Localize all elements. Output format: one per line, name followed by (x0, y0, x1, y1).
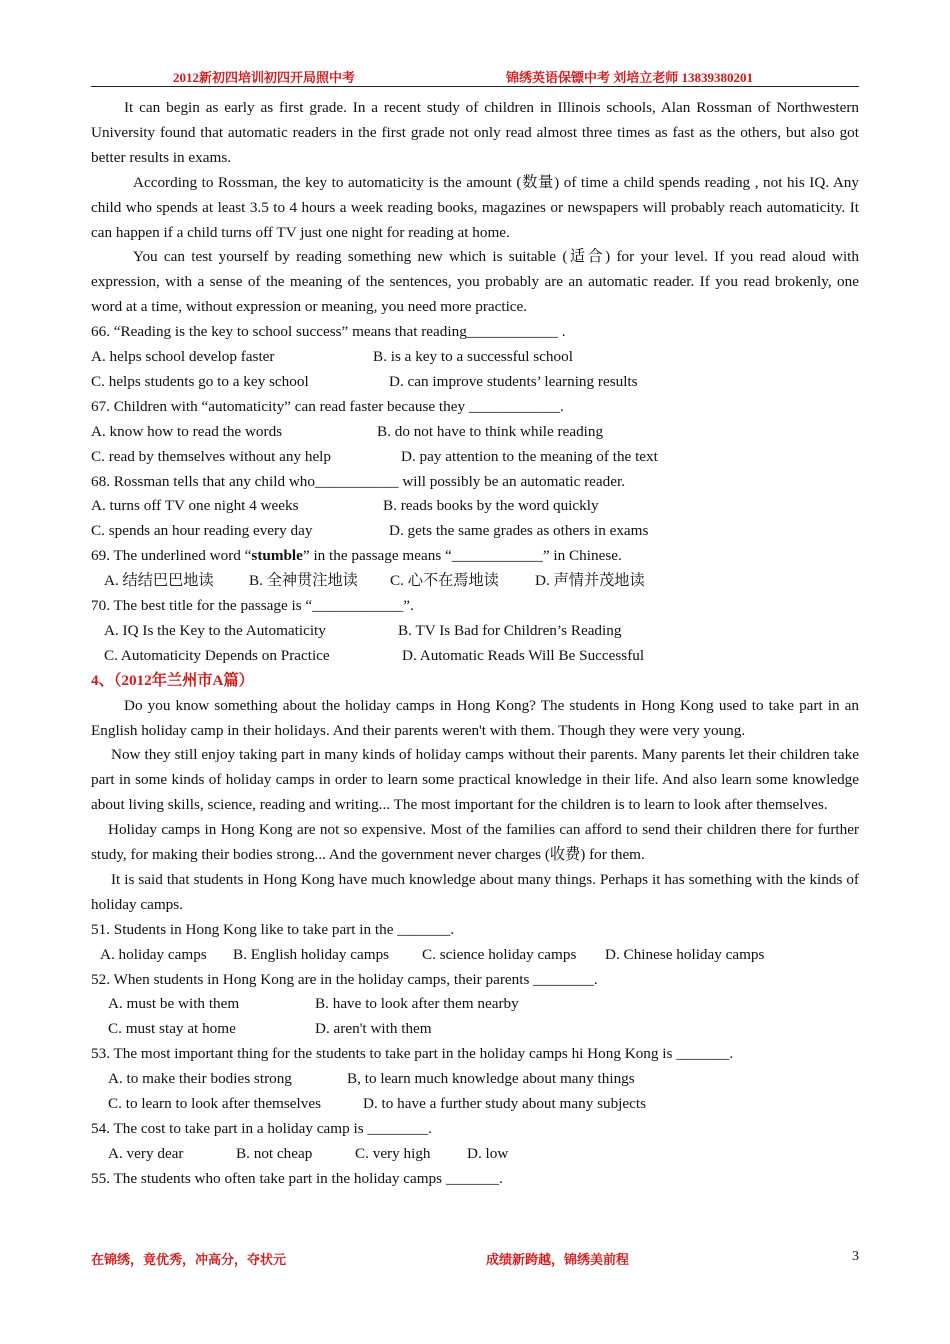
option: A. helps school develop faster (91, 348, 275, 366)
question-stem: 67. Children with “automaticity” can read faster because they ____________. (91, 397, 564, 415)
passage-paragraph: Holiday camps in Hong Kong are not so expensive. Most of the families can afford to send their children there for further study, for making their bodies strong... And the government never charges (收费) for them. (91, 821, 859, 864)
option: C. very high (355, 1144, 431, 1162)
option-row (91, 1017, 859, 1042)
page-number: 3 (852, 1249, 859, 1264)
option: B. 全神贯注地读 (249, 572, 358, 590)
passage-paragraph: It is said that students in Hong Kong have much knowledge about many things. Perhaps it has something with the kinds of holiday camps. (91, 870, 859, 913)
header-left-text: 2012新初四培训初四开局照中考 (173, 70, 356, 85)
question-stem: 55. The students who often take part in the holiday camps _______. (91, 1169, 503, 1187)
option-row (91, 370, 859, 395)
question-stem: 68. Rossman tells that any child who___________ will possibly be an automatic reader. (91, 472, 626, 490)
option: B. reads books by the word quickly (383, 497, 599, 515)
option: A. very dear (108, 1144, 184, 1162)
question-stem: 66. “Reading is the key to school success” means that reading____________ . (91, 323, 566, 341)
option: D. aren't with them (315, 1020, 432, 1038)
question-stem: 52. When students in Hong Kong are in the holiday camps, their parents ________. (91, 970, 598, 988)
option: D. Chinese holiday camps (605, 945, 765, 963)
option-row (91, 569, 859, 594)
option: D. pay attention to the meaning of the text (401, 447, 658, 465)
option-row (91, 943, 859, 968)
option: A. holiday camps (100, 945, 207, 963)
option: C. must stay at home (108, 1020, 236, 1038)
option: A. must be with them (108, 995, 240, 1013)
option: B. have to look after them nearby (315, 995, 519, 1013)
stem-text: ” in the passage means “____________” in Chinese. (302, 547, 622, 565)
option: D. can improve students’ learning results (389, 372, 638, 390)
option: C. spends an hour reading every day (91, 522, 313, 540)
stem-text: 69. The underlined word “ (91, 547, 252, 565)
option: A. know how to read the words (91, 422, 283, 440)
question-stem: 53. The most important thing for the students to take part in the holiday camps hi Hong Kong is _______. (91, 1045, 734, 1063)
option-row (91, 1092, 859, 1117)
option-row (91, 992, 859, 1017)
passage-paragraph: According to Rossman, the key to automaticity is the amount (数量) of time a child spends reading , not his IQ. Any child who spends at least 3.5 to 4 hours a week reading books, magazines or newspapers will probably reach automaticity. It can happen if a child turns off TV just one night for reading at home. (91, 173, 859, 241)
question-stem: 51. Students in Hong Kong like to take part in the _______. (91, 920, 455, 938)
option: C. to learn to look after themselves (108, 1095, 321, 1113)
footer-right-text: 成绩新跨越，锦绣美前程 (486, 1252, 630, 1267)
option: A. 结结巴巴地读 (104, 572, 214, 590)
option: C. Automaticity Depends on Practice (104, 646, 330, 664)
footer-left-text: 在锦绣，竟优秀，冲高分，夺状元 (91, 1252, 287, 1267)
option: C. helps students go to a key school (91, 372, 309, 390)
option: B, to learn much knowledge about many things (347, 1070, 635, 1088)
option: B. English holiday camps (233, 945, 390, 963)
option: A. to make their bodies strong (108, 1070, 292, 1088)
option-row (91, 1067, 859, 1092)
question-stem: 54. The cost to take part in a holiday camp is ________. (91, 1119, 432, 1137)
option: D. Automatic Reads Will Be Successful (402, 646, 645, 664)
question-stem (91, 544, 859, 569)
option: B. TV Is Bad for Children’s Reading (398, 621, 622, 639)
passage-paragraph: You can test yourself by reading something new which is suitable (适合) for your level. If you read aloud with expression, with a sense of the meaning of the sentences, you probably are an automatic reader. If you read brokenly, one word at a time, without expression or meaning, you need more practice. (91, 248, 859, 316)
option: D. 声情并茂地读 (535, 572, 645, 590)
underlined-word: stumble (251, 547, 303, 565)
option-row (91, 420, 859, 445)
option: B. do not have to think while reading (377, 422, 604, 440)
option-row (91, 345, 859, 370)
section-heading: 4、（2012年兰州市A篇） (91, 671, 254, 689)
option: B. is a key to a successful school (373, 348, 573, 366)
header-right-text: 锦绣英语保镖中考 刘培立老师 13839380201 (506, 70, 754, 85)
passage-paragraph: Do you know something about the holiday camps in Hong Kong? The students in Hong Kong used to take part in an English holiday camp in their holidays. And their parents weren't with them. Though they were very young. (91, 696, 859, 739)
option: C. science holiday camps (422, 945, 577, 963)
option: A. turns off TV one night 4 weeks (91, 497, 299, 515)
passage-paragraph: Now they still enjoy taking part in many kinds of holiday camps without their parents. Many parents let their children take part in some kinds of holiday camps in order to learn some practical knowledge in their life. And also learn some knowledge about living skills, science, reading and writing... The most important for the children is to learn to look after themselves. (91, 746, 859, 814)
page-footer (91, 1249, 859, 1267)
option-row (91, 519, 859, 544)
option: C. read by themselves without any help (91, 447, 331, 465)
option: D. low (467, 1144, 509, 1162)
option-row (91, 445, 859, 470)
option: D. gets the same grades as others in exams (389, 522, 649, 540)
document-body (91, 96, 859, 1192)
option: A. IQ Is the Key to the Automaticity (104, 621, 326, 639)
option-row (91, 1142, 859, 1167)
option-row (91, 619, 859, 644)
option: B. not cheap (236, 1144, 313, 1162)
page (91, 66, 859, 1192)
option: D. to have a further study about many subjects (363, 1095, 647, 1113)
option: C. 心不在焉地读 (390, 572, 499, 590)
option-row (91, 494, 859, 519)
page-header (91, 66, 859, 87)
question-stem: 70. The best title for the passage is “____________”. (91, 597, 414, 615)
passage-paragraph: It can begin as early as first grade. In a recent study of children in Illinois schools, Alan Rossman of Northwestern University found that automatic readers in the first grade not only read almost three times as fast as the others, but also got better results in exams. (91, 99, 859, 166)
option-row (91, 644, 859, 669)
